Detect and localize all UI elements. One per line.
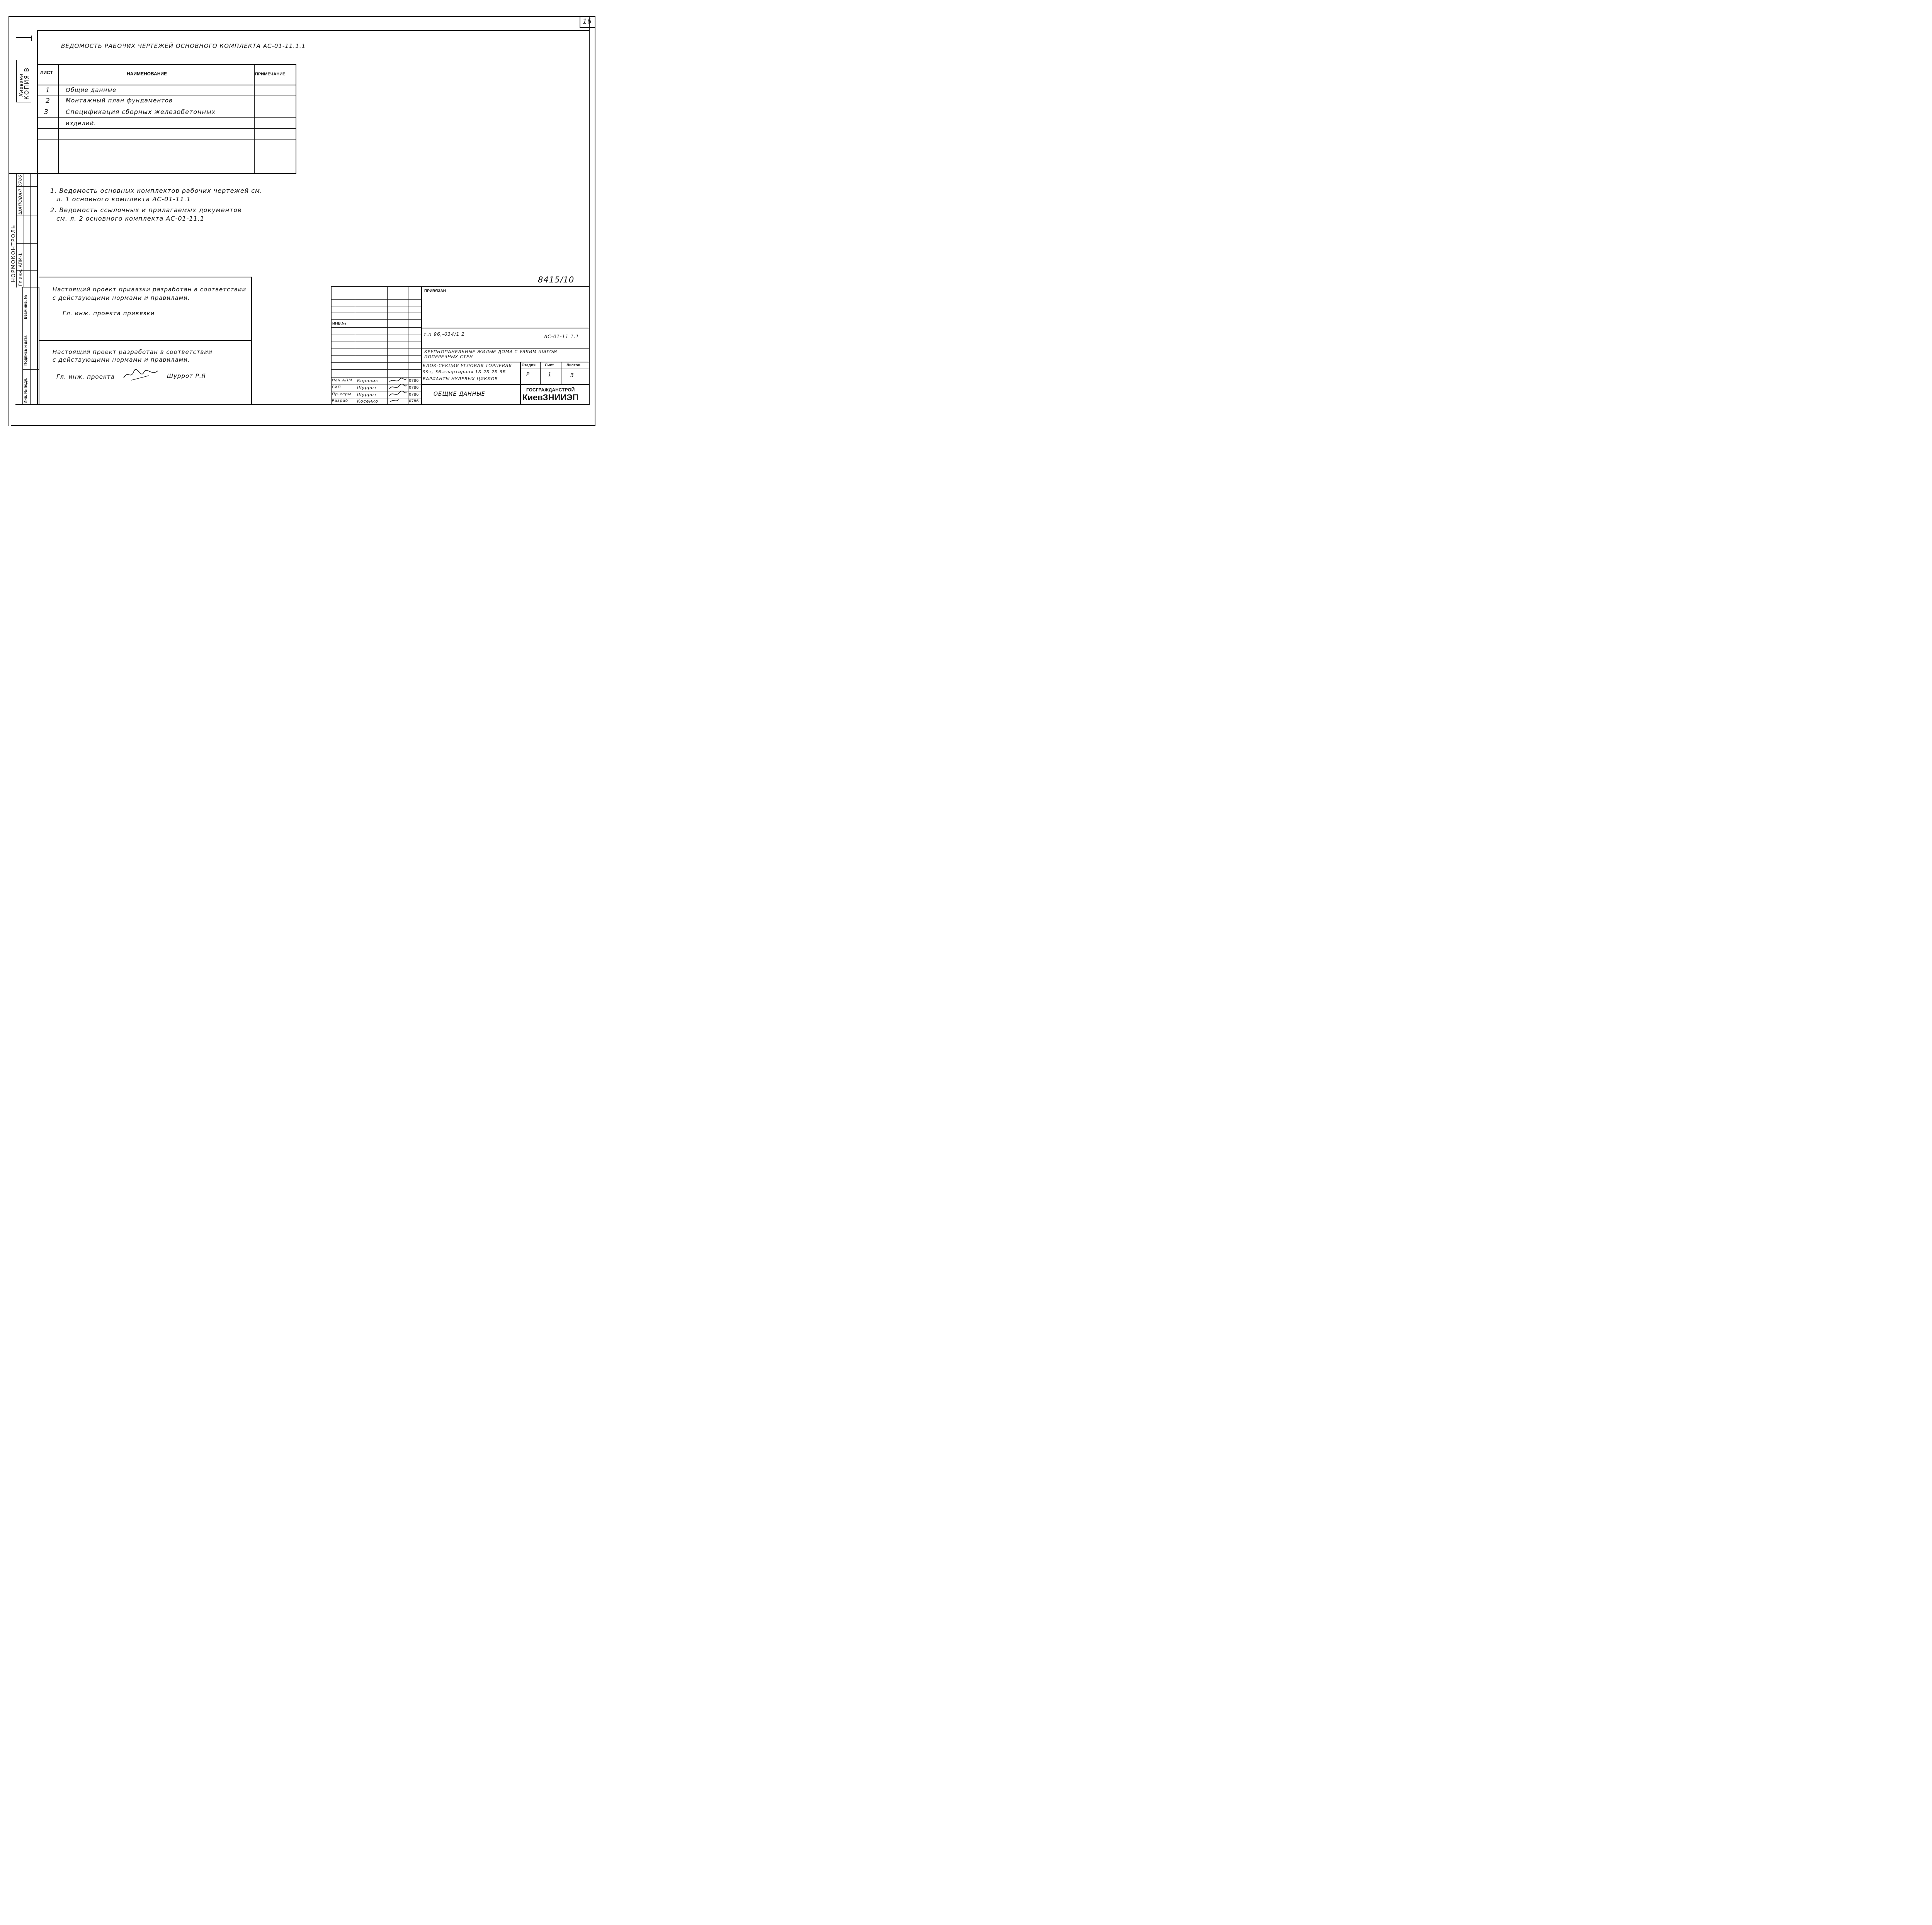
inner-frame-bottom [15,404,590,405]
tb-left [331,286,332,405]
signature-role: Нач.АПМ [332,378,352,383]
stamp-label-inv: Инв. № подл. [24,378,28,403]
note-line-2: л. 1 основного комплекта АС-01-11.1 [56,196,191,203]
tb-project-title: КРУПНОПАНЕЛЬНЫЕ ЖИЛЫЕ ДОМА С УЗКИМ ШАГОМ ПОПЕРЕЧНЫХ СТЕН [424,349,557,359]
table-row-sheet: 3 [44,108,49,116]
signature-date: 0786 [409,386,419,390]
note-line-4: см. л. 2 основного комплекта АС-01-11.1 [56,215,205,222]
inner-frame-top [37,30,590,31]
tb-privyazan: ПРИВЯЗАН [424,289,446,293]
tb-sheets-label: Листов [566,363,580,367]
signature-name: Шуррот [357,392,377,397]
tb-small-row [331,369,421,370]
tb-sheet-label: Лист [545,363,554,367]
tb-main-row [421,384,590,385]
table-row-line [37,128,296,129]
table-bottom [37,173,296,174]
approval-box-right [251,277,252,405]
tb-section-line2: 99т, 36-квартирная 1Б 2Б 2Б 3Б [423,369,506,374]
table-header-sheet: ЛИСТ [40,70,53,75]
copy-stamp-line1: Киевэни [19,73,24,97]
signature-role: Пр.керм [332,392,352,396]
sheet-number-box-bottom [580,27,595,28]
document-title: ВЕДОМОСТЬ РАБОЧИХ ЧЕРТЕЖЕЙ ОСНОВНОГО КОМПЛЕКТА АС-01-11.1.1 [61,43,306,49]
frame-bottom-line [11,425,595,426]
signature-role: ГИП [332,385,341,389]
stamp-label-replace: Взам инв. № [24,295,28,319]
tb-small-row [331,362,421,363]
note-line-1: 1. Ведомость основных комплектов рабочих чертежей см. [50,187,263,194]
tb-small-row [331,299,421,300]
sheet-number: 16 [583,18,592,26]
design-text-2: с действующими нормами и правилами. [53,356,190,363]
design-text-3: Гл. инж. проекта [56,373,115,380]
table-header-name: НАИМЕНОВАНИЕ [127,71,167,77]
table-top [37,64,296,65]
table-header-note: ПРИМЕЧАНИЕ [255,72,286,77]
tb-sheet-title: ОБЩИЕ ДАННЫЕ [434,391,485,397]
margin-tick-vertical [31,36,32,41]
tb-col-main [421,286,422,405]
tb-small-row [331,319,421,320]
table-row-name: Спецификация сборных железобетонных [66,108,216,116]
tb-stage-label: Стадия [522,363,536,367]
design-name: Шуррот Р.Я [167,372,206,379]
signature-marks [388,377,408,404]
stamp-row2 [22,369,39,370]
note-line-3: 2. Ведомость ссылочных и прилагаемых документов [50,206,242,214]
margin-tick [16,37,32,38]
tb-top [331,286,590,287]
approval-box-divider [39,340,252,341]
table-row-sheet: 2 [46,97,50,105]
table-col2 [254,64,255,174]
binding-text-1: Настоящий проект привязки разработан в соответствии [53,286,247,293]
tb-project-code: т.п 96,-034/1 2 [423,332,465,337]
table-row-name: Общие данные [66,87,117,94]
inner-frame-left [37,30,38,405]
inner-frame-right [589,17,590,405]
signature-name: Косенко [357,399,378,404]
table-col1 [58,64,59,174]
tb-stage-col [540,362,541,384]
tb-org-line1: ГОСГРАЖДАНСТРОЙ [526,387,575,393]
copy-stamp-line2: КОПИЯ В [23,67,30,100]
table-row-name: изделий. [66,120,97,127]
table-row-line [37,117,296,118]
tb-doc-code: АС-01-11 1.1 [544,334,579,339]
normcontrol-col2: ШАПОВАЛ 0786 [18,174,23,214]
stamp-label-signature: Подпись и дата [24,335,28,366]
signature-name: Боровик [357,378,379,383]
tb-section-line1: БЛОК-СЕКЦИЯ УГЛОВАЯ ТОРЦЕВАЯ [423,363,512,368]
design-text-1: Настоящий проект разработан в соответствии [53,349,213,355]
tb-stage-col [520,362,521,405]
signature-date: 0786 [409,399,419,403]
tb-inv-no: ИНВ.№ [332,321,346,326]
signature-name: Шуррот [357,385,377,390]
signature-role: Разраб [332,399,349,403]
tb-org-line2: КиевЗНИИЭП [522,393,579,402]
signature-date: 0786 [409,379,419,383]
signature-date: 0786 [409,393,419,397]
tb-section-line3: ВАРИАНТЫ НУЛЕВЫХ ЦИКЛОВ [423,376,498,381]
tb-sheet: 1 [548,372,552,378]
stamp-col-b [30,287,31,405]
binding-text-2: с действующими нормами и правилами. [53,294,190,301]
tb-stage: Р [526,372,530,378]
tb-main-row [421,348,590,349]
stamp-col-a [22,287,23,405]
normcontrol-row3 [16,243,38,244]
normcontrol-label: НОРМОКОНТРОЛЬ [11,224,17,282]
drawing-number: 8415/10 [538,275,575,284]
tb-small-row [331,355,421,356]
table-row-name: Монтажный план фундаментов [66,97,173,104]
table-row-sheet: 1 [46,87,50,94]
tb-col [387,286,388,405]
tb-small-row [331,327,421,328]
normcontrol-col1: Гл.инж. АПМ-1 [18,253,23,286]
binding-text-3: Гл. инж. проекта привязки [63,310,155,317]
tb-sheets: 3 [570,372,574,379]
frame-top-line [9,16,595,17]
design-signature-mark [122,368,161,382]
